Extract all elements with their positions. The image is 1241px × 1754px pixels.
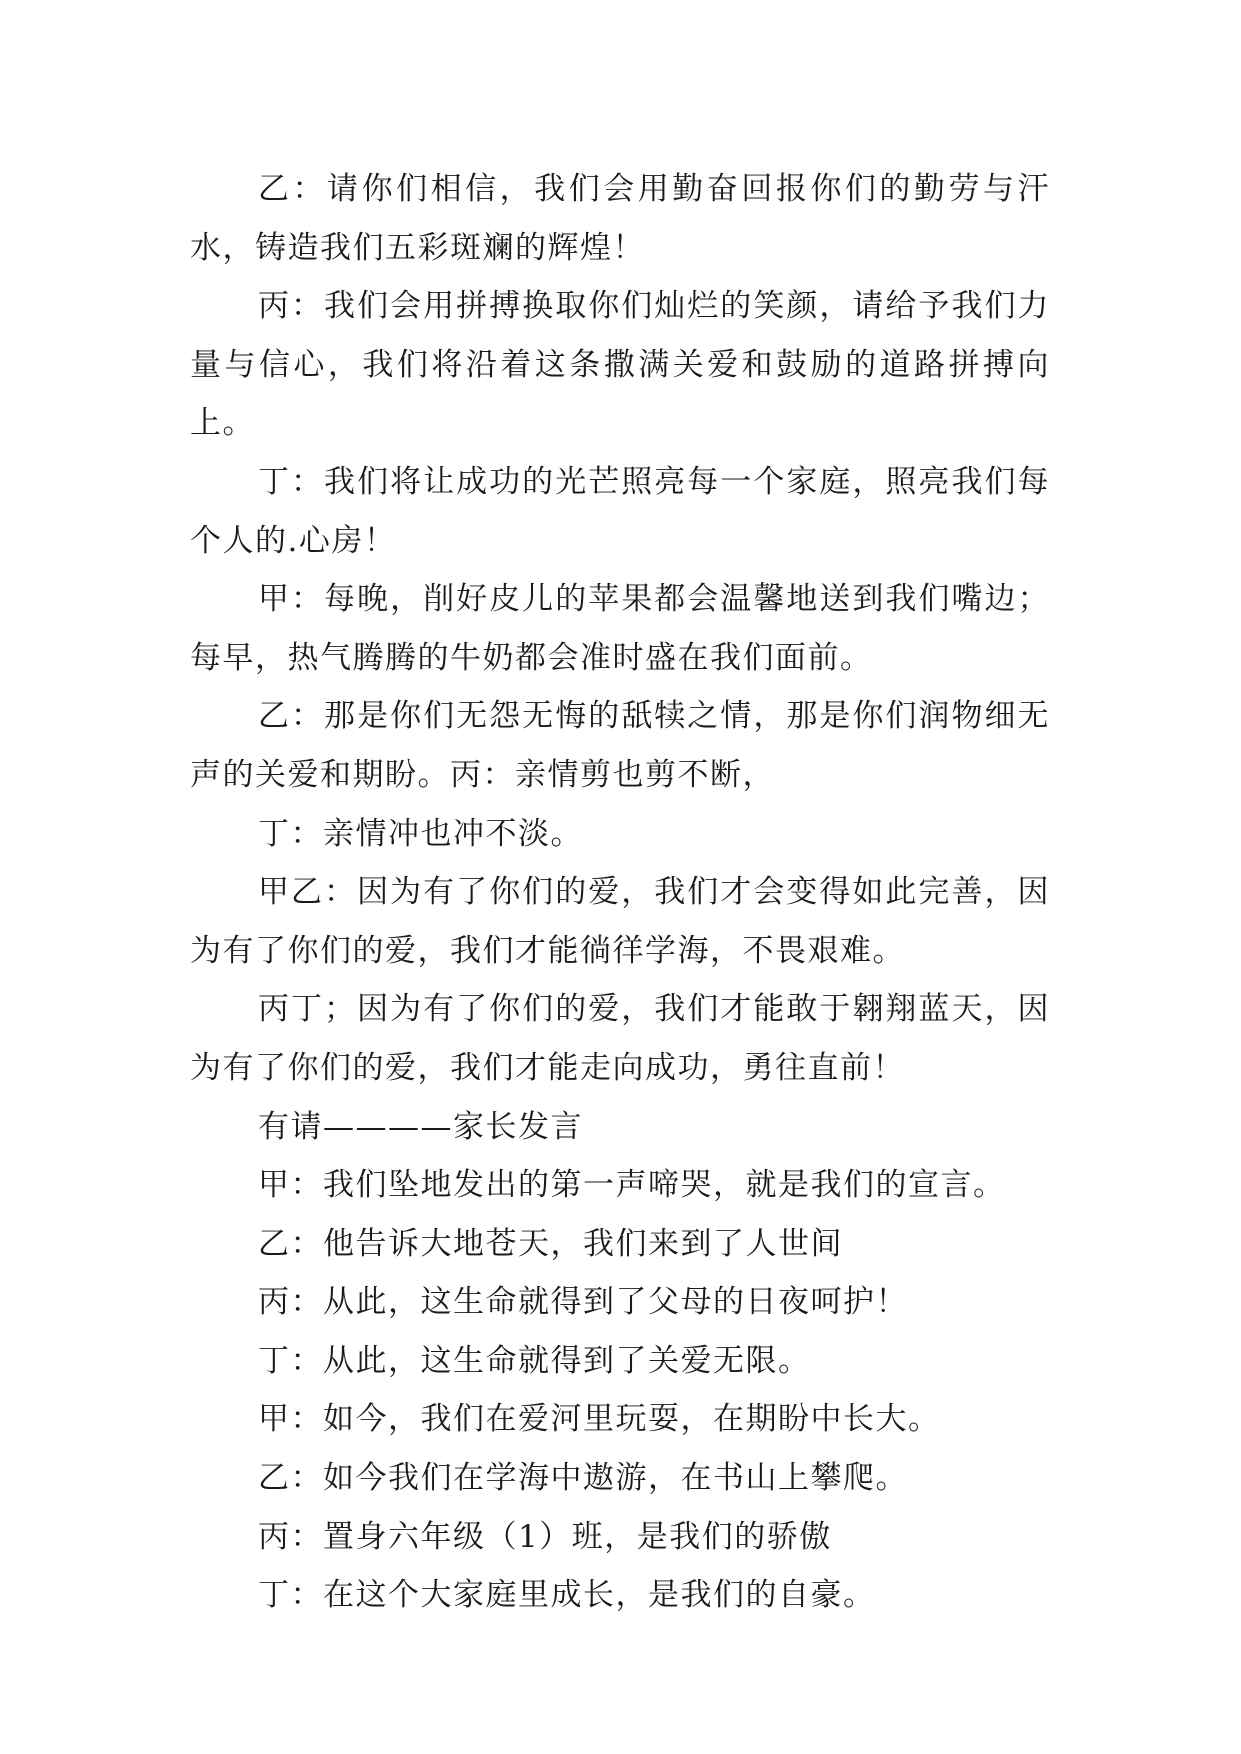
paragraph: 乙：请你们相信，我们会用勤奋回报你们的勤劳与汗水，铸造我们五彩斑斓的辉煌！ — [190, 171, 1050, 266]
paragraph: 乙：如今我们在学海中遨游，在书山上攀爬。 — [258, 1460, 908, 1497]
paragraph: 有请————家长发言 — [258, 1108, 583, 1145]
paragraph: 丁：亲情冲也冲不淡。 — [258, 815, 583, 852]
paragraph: 丁：在这个大家庭里成长，是我们的自豪。 — [258, 1577, 876, 1614]
paragraph: 乙：那是你们无怨无悔的舐犊之情，那是你们润物细无声的关爱和期盼。丙：亲情剪也剪不断， — [190, 698, 1050, 793]
paragraph: 甲：如今，我们在爱河里玩耍，在期盼中长大。 — [258, 1401, 941, 1438]
paragraph: 乙：他告诉大地苍天，我们来到了人世间 — [258, 1225, 843, 1262]
paragraph: 丁：我们将让成功的光芒照亮每一个家庭，照亮我们每个人的.心房！ — [190, 463, 1050, 559]
paragraph: 丙：我们会用拼搏换取你们灿烂的笑颜，请给予我们力量与信心，我们将沿着这条撒满关爱和鼓励的道路拼搏向上。 — [190, 288, 1050, 442]
paragraph: 甲：我们坠地发出的第一声啼哭，就是我们的宣言。 — [258, 1167, 1006, 1204]
document-body — [190, 160, 1050, 1625]
paragraph: 甲乙：因为有了你们的爱，我们才会变得如此完善，因为有了你们的爱，我们才能徜徉学海，不畏艰难。 — [190, 874, 1050, 969]
paragraph: 丁：从此，这生命就得到了关爱无限。 — [258, 1342, 811, 1379]
paragraph: 丙：从此，这生命就得到了父母的日夜呵护！ — [258, 1284, 908, 1321]
paragraph: 甲：每晚，削好皮儿的苹果都会温馨地送到我们嘴边；每早，热气腾腾的牛奶都会准时盛在我们面前。 — [190, 581, 1050, 676]
paragraph: 丙：置身六年级（1）班，是我们的骄傲 — [258, 1518, 832, 1555]
paragraph: 丙丁；因为有了你们的爱，我们才能敢于翱翔蓝天，因为有了你们的爱，我们才能走向成功，勇往直前！ — [190, 991, 1050, 1086]
